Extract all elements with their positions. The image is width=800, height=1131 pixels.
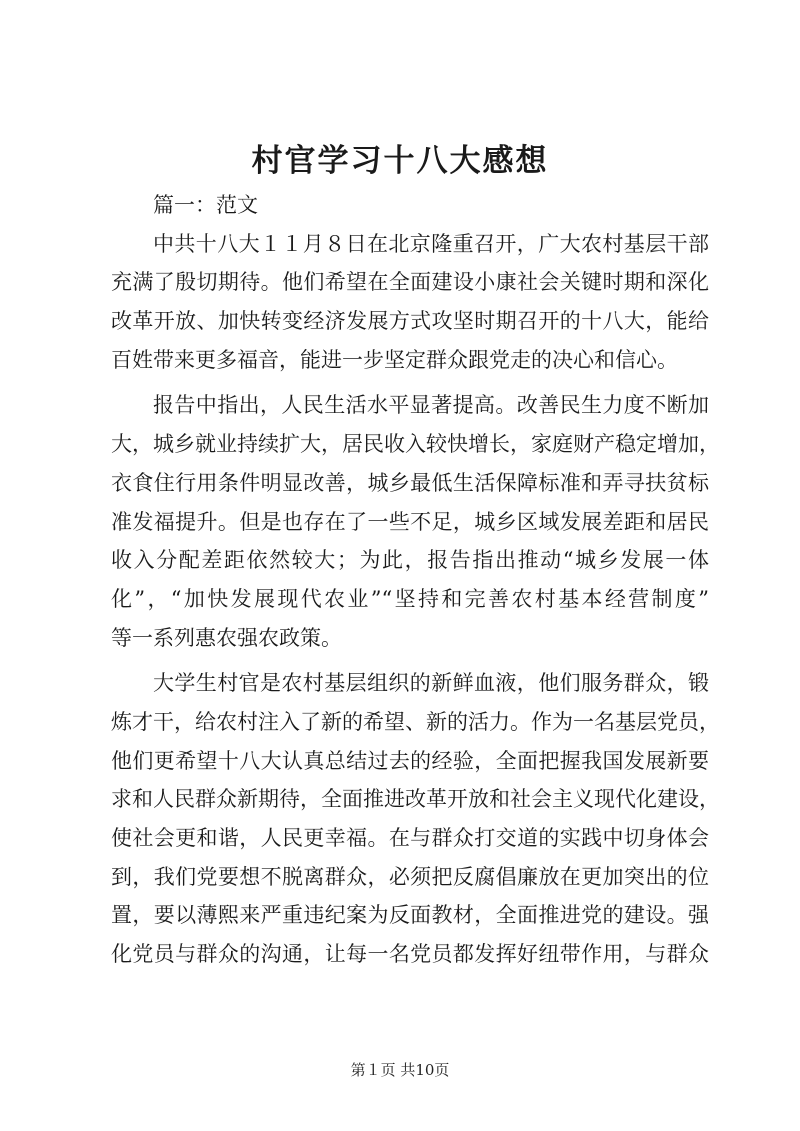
section-heading: 篇一：范文 — [153, 193, 258, 217]
paragraph-line: 大学生村官是农村基层组织的新鲜血液，他们服务群众，锻 — [153, 671, 709, 696]
paragraph-line: 衣食住行用条件明显改善，城乡最低生活保障标准和弄寻扶贫标 — [111, 470, 709, 495]
paragraph-line: 求和人民群众新期待，全面推进改革开放和社会主义现代化建设， — [111, 787, 720, 812]
paragraph-line: 置，要以薄熙来严重违纪案为反面教材，全面推进党的建设。强 — [111, 903, 709, 928]
paragraph-line: 准发福提升。但是也存在了一些不足，城乡区域发展差距和居民 — [111, 509, 709, 534]
paragraph-line: 化”，“加快发展现代农业”“坚持和完善农村基本经营制度” — [111, 586, 709, 611]
paragraph-line: 百姓带来更多福音，能进一步坚定群众跟党走的决心和信心。 — [111, 347, 678, 372]
paragraph-line: 到，我们党要想不脱离群众，必须把反腐倡廉放在更加突出的位 — [111, 864, 709, 889]
paragraph-line: 等一系列惠农强农政策。 — [111, 625, 342, 650]
paragraph-line: 他们更希望十八大认真总结过去的经验，全面把握我国发展新要 — [111, 748, 709, 773]
paragraph-line: 报告中指出，人民生活水平显著提高。改善民生力度不断加 — [153, 393, 709, 418]
paragraph-line: 中共十八大１１月８日在北京隆重召开，广大农村基层干部 — [153, 231, 709, 256]
paragraph-line: 化党员与群众的沟通，让每一名党员都发挥好纽带作用，与群众 — [111, 942, 709, 967]
paragraph-line: 炼才干，给农村注入了新的希望、新的活力。作为一名基层党员， — [111, 709, 720, 734]
paragraph-line: 收入分配差距依然较大；为此，报告指出推动“城乡发展一体 — [111, 548, 709, 573]
paragraph-line: 使社会更和谐，人民更幸福。在与群众打交道的实践中切身体会 — [111, 826, 709, 850]
document-body — [111, 186, 720, 974]
paragraph-line: 大，城乡就业持续扩大，居民收入较快增长，家庭财产稳定增加， — [111, 432, 720, 457]
paragraph-line: 充满了殷切期待。他们希望在全面建设小康社会关键时期和深化 — [111, 270, 709, 295]
page-footer: 第１页 共10页 — [350, 1061, 450, 1079]
document-title: 村官学习十八大感想 — [251, 143, 549, 179]
paragraph-line: 改革开放、加快转变经济发展方式攻坚时期召开的十八大，能给 — [111, 309, 709, 334]
